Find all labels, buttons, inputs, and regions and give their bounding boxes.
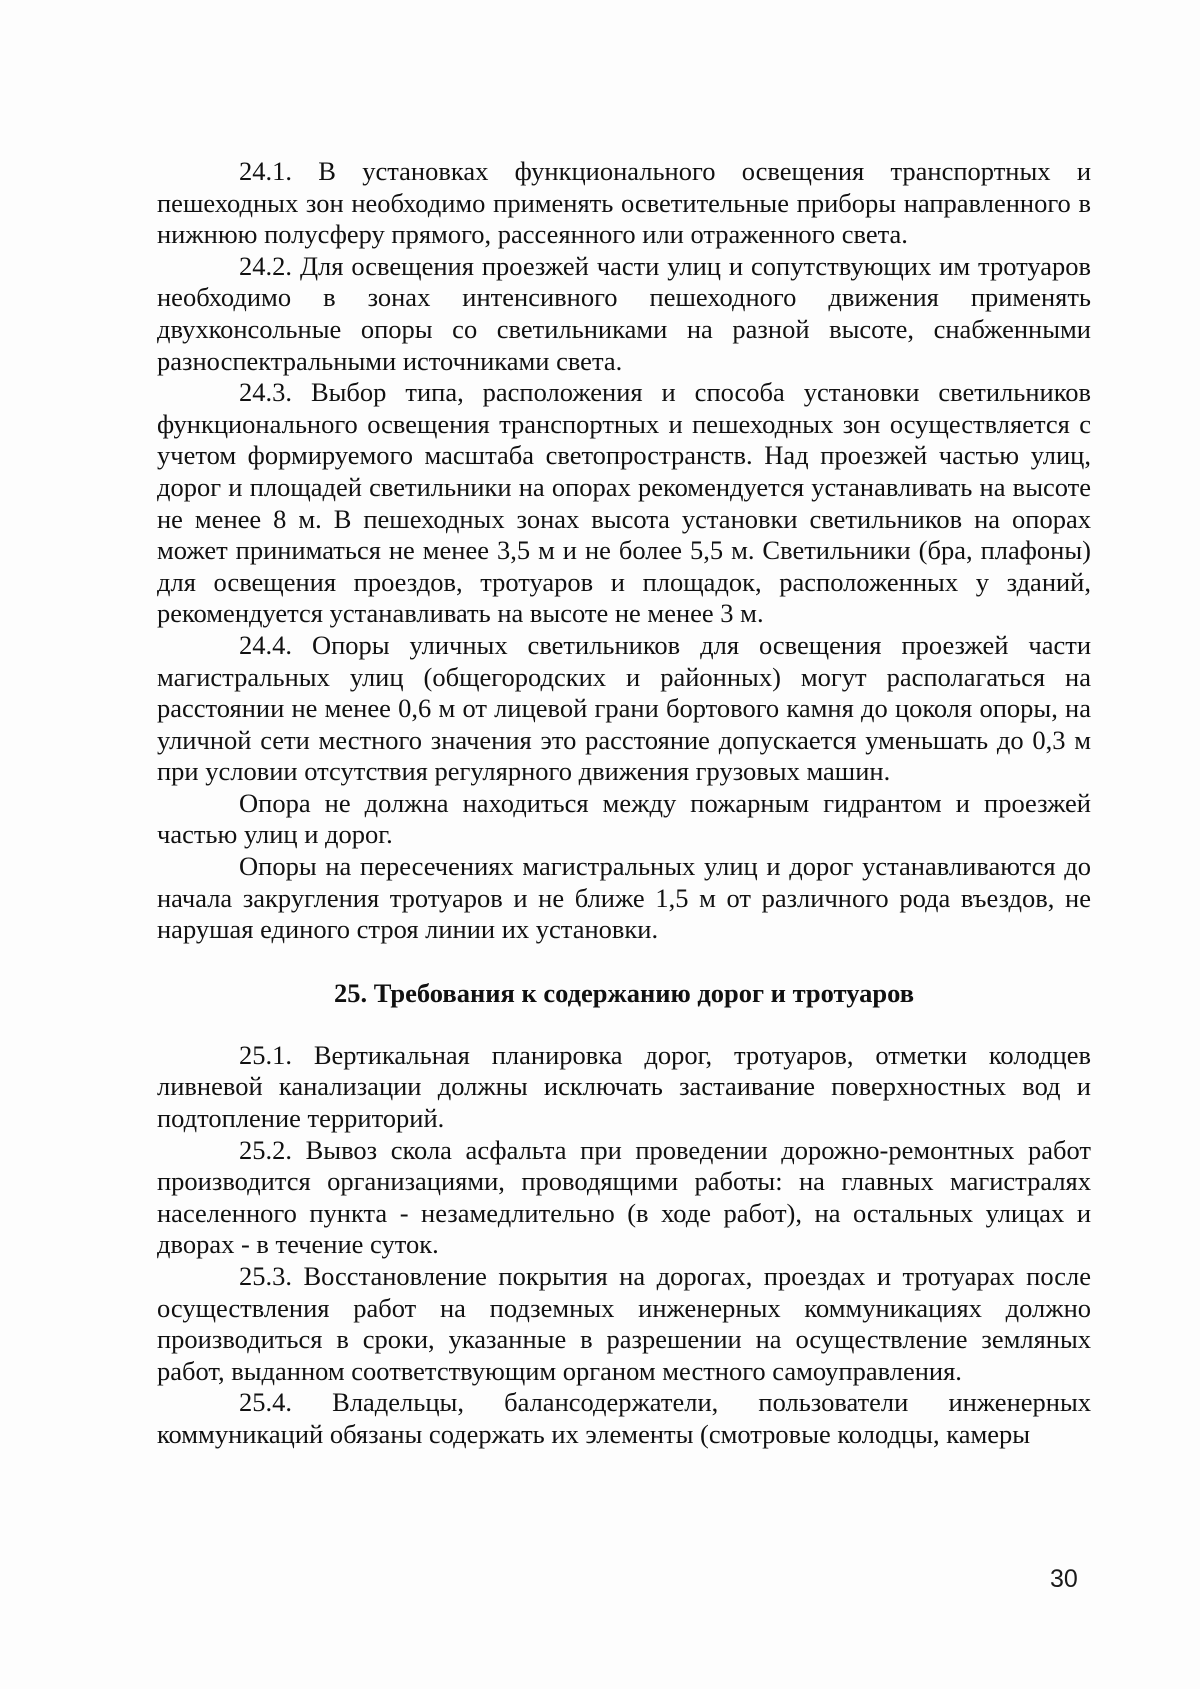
paragraph-24-4-intersections: Опоры на пересечениях магистральных улиц и дорог устанавливаются до начала закругления тротуаров и не ближе 1,5 м от различного рода въездов, не нарушая единого строя линии их установки. — [157, 851, 1091, 945]
paragraph-24-4-support-placement: Опора не должна находиться между пожарным гидрантом и проезжей частью улиц и дорог. — [157, 787, 1091, 850]
paragraph-24-4: 24.4. Опоры уличных светильников для освещения проезжей части магистральных улиц (общегородских и районных) могут располагаться на расстоянии не менее 0,6 м от лицевой грани бортового камня до цоколя опоры, на уличной сети местного значения это расстояние допускается уменьшать до 0,3 м при условии отсутствия регулярного движения грузовых машин. — [157, 629, 1091, 787]
page-number: 30 — [1050, 1565, 1078, 1593]
section-25-heading: 25. Требования к содержанию дорог и тротуаров — [333, 977, 915, 1008]
paragraph-25-2: 25.2. Вывоз скола асфальта при проведении дорожно-ремонтных работ производится организациями, проводящими работы: на главных магистралях населенного пункта - незамедлительно (в ходе работ), на остальных улицах и дворах - в течение суток. — [157, 1134, 1091, 1260]
paragraph-25-1: 25.1. Вертикальная планировка дорог, тротуаров, отметки колодцев ливневой канализации должны исключать застаивание поверхностных вод и подтопление территорий. — [157, 1039, 1091, 1134]
paragraph-25-4: 25.4. Владельцы, балансодержатели, пользователи инженерных коммуникаций обязаны содержать их элементы (смотровые колодцы, камеры — [157, 1387, 1091, 1449]
paragraph-24-1: 24.1. В установках функционального освещения транспортных и пешеходных зон необходимо применять осветительные приборы направленного в нижнюю полусферу прямого, рассеянного или отраженного света. — [157, 156, 1091, 250]
paragraph-24-2: 24.2. Для освещения проезжей части улиц и сопутствующих им тротуаров необходимо в зонах интенсивного пешеходного движения применять двухконсольные опоры со светильниками на разной высоте, снабженными разноспектральными источниками света. — [157, 250, 1091, 376]
document-body — [157, 156, 1091, 1451]
paragraph-24-3: 24.3. Выбор типа, расположения и способа установки светильников функционального освещения транспортных и пешеходных зон осуществляется с учетом формируемого масштаба светопространств. Над проезжей частью улиц, дорог и площадей светильники на опорах рекомендуется устанавливать на высоте не менее 8 м. В пешеходных зонах высота установки светильников на опорах может приниматься не менее 3,5 м и не более 5,5 м. Светильники (бра, плафоны) для освещения проездов, тротуаров и площадок, расположенных у зданий, рекомендуется устанавливать на высоте не менее 3 м. — [157, 377, 1091, 629]
paragraph-25-3: 25.3. Восстановление покрытия на дорогах, проездах и тротуарах после осуществления работ на подземных инженерных коммуникациях должно производиться в сроки, указанные в разрешении на осуществление земляных работ, выданном соответствующим органом местного самоуправления. — [157, 1261, 1091, 1386]
